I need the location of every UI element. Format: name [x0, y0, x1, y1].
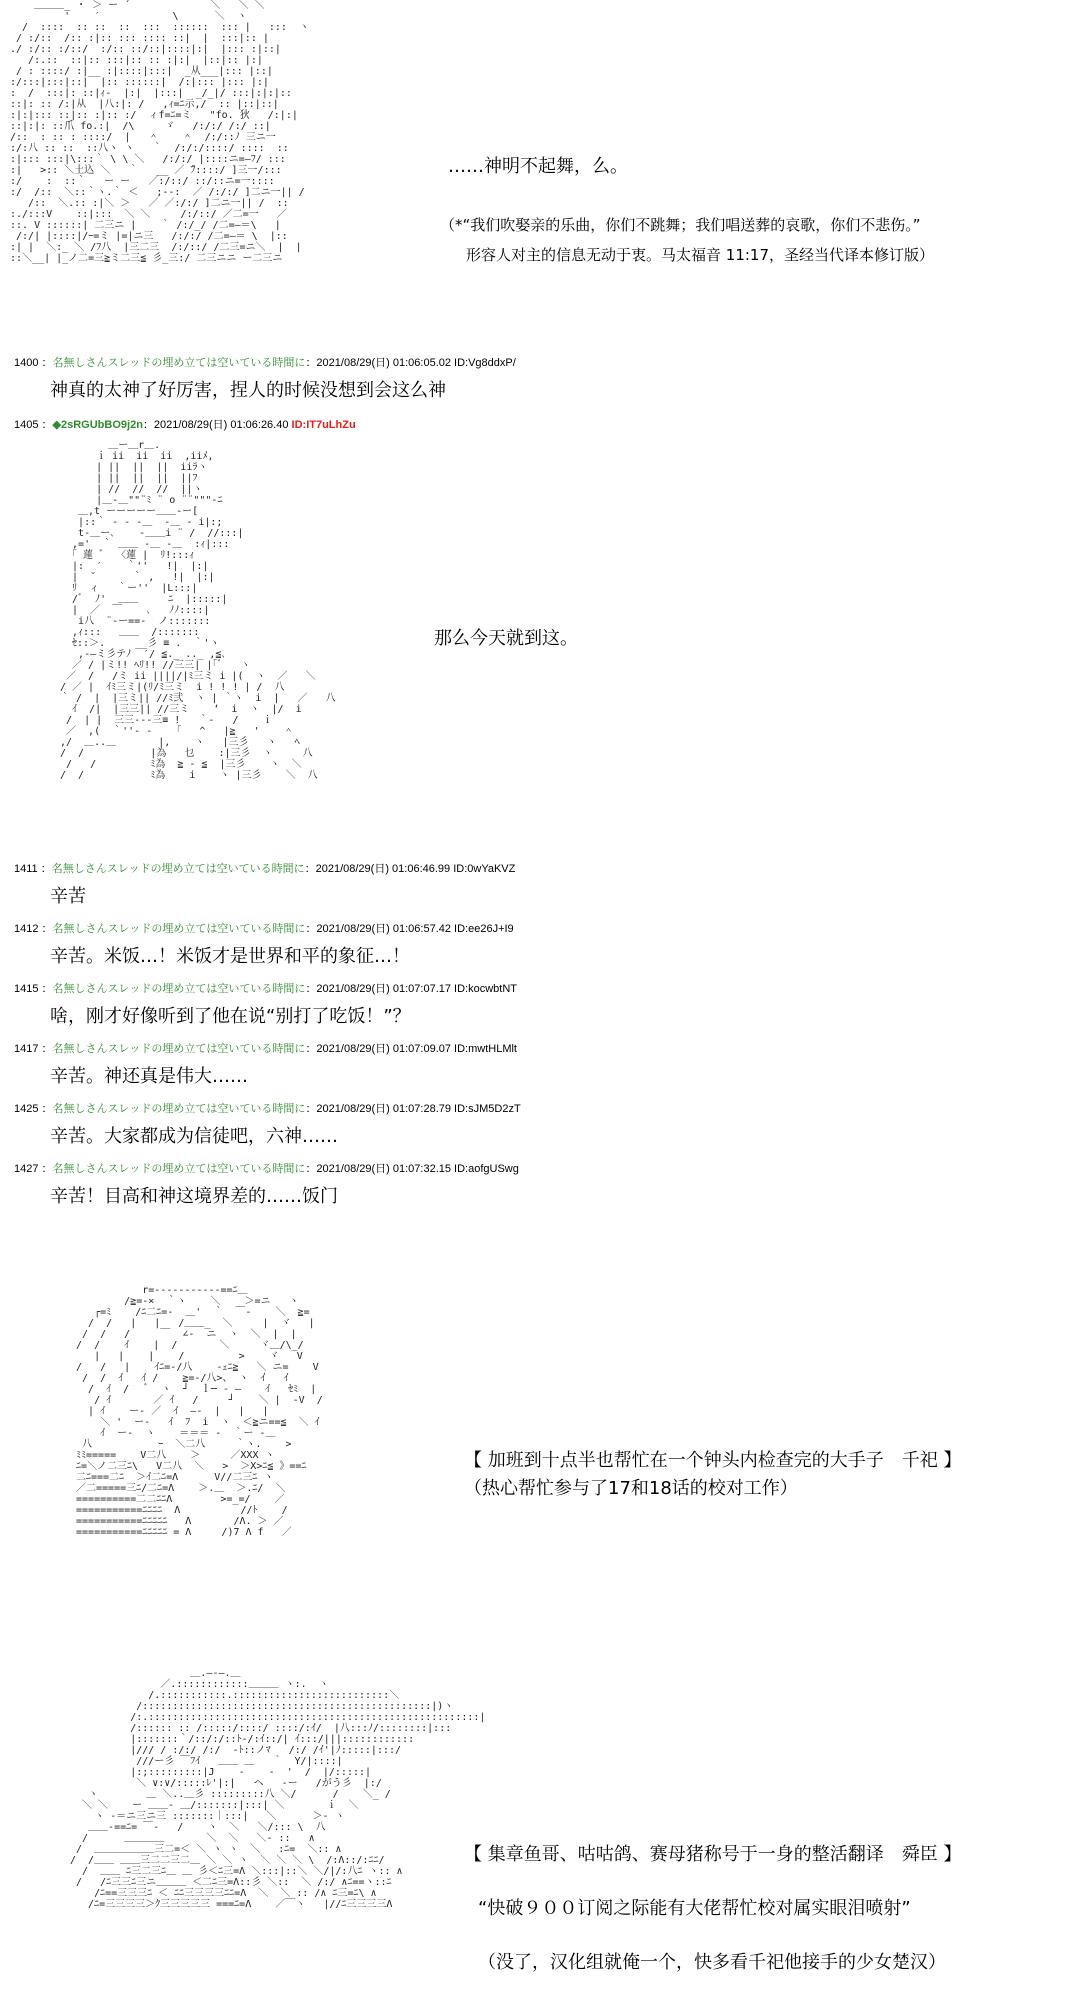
post-body: 辛苦。米饭…！米饭才是世界和平的象征…！ — [50, 946, 410, 967]
post-meta: ：2021/08/29(日) 01:07:09.07 ID:mwtHLMlt — [305, 1043, 517, 1055]
caption-shunchen-note: （没了，汉化组就俺一个，快多看千祀他接手的少女楚汉） — [478, 1952, 946, 1973]
post-number: 1411 — [14, 863, 38, 875]
post-body: 啥，刚才好像听到了他在说“别打了吃饭！”？ — [50, 1006, 411, 1027]
post-header: 1427 ：名無しさんスレッドの埋め立ては空いている時間に：2021/08/29(日) 01:07:32.15 ID:aofgUSwg — [14, 1163, 519, 1175]
post-meta: ：2021/08/29(日) 01:06:57.42 ID:ee26J+I9 — [305, 923, 514, 935]
post-meta: ：2021/08/29(日) 01:06:26.40 — [142, 419, 292, 431]
caption-chisi-title: 【 加班到十点半也帮忙在一个钟头内检查完的大手子 千祀 】 — [464, 1450, 962, 1471]
post-header: 1405 ：◆2sRGUbBO9j2n：2021/08/29(日) 01:06:26.40 ID:IT7uLhZu — [14, 419, 356, 431]
caption-end-today: 那么今天就到这。 — [434, 628, 578, 649]
post-meta: ：2021/08/29(日) 01:06:46.99 ID:0wYaKVZ — [304, 863, 516, 875]
caption-source: 形容人对主的信息无动于衷。马太福音 11:17，圣经当代译本修订版） — [466, 246, 934, 264]
post-body: 神真的太神了好厉害，捏人的时候没想到会这么神 — [50, 380, 446, 401]
poster-name[interactable]: 名無しさんスレッドの埋め立ては空いている時間に — [52, 983, 306, 995]
caption-shunchen-title: 【 集章鱼哥、咕咕鸽、赛母猪称号于一身的整活翻译 舜臣 】 — [464, 1844, 962, 1865]
ascii-art-monk: ＿ー＿r＿. ｉ ii ii ii ,iiﾒ, | || || || iiﾗヽ | || || || ||ﾌ | // // // ||ヽ |＿-＿""¨ﾐ ¨ o ¨¨"""-ﾆ ＿,t ーーーーー＿＿‐ー[ |::｀ ‐ ‐ ‐＿ ‐＿ ‐ i|:; t‐＿ー､ ‐＿＿i ¨ / //:::| ,=' ｀ ＿＿ ‐＿ ‐＿ :ｨ|::: ｢ 蓮 ﾞ 〈蓮 | ﾘ!:::ｨ |: ′ ｀'' !| |:| | ˘ ｀ , !| |:| ﾘ ィ ｀ー'' |L:::| /ﾞ ﾉ' ＿＿ ﾆ |:::::| | ／ ￣ ､ ﾉﾉ::::| i八 ¨‐ー==‐ ノ::::::: ,ｨ::: ＿＿ /::::::: ｾ::＞. __彡 ≡ . ｀'ヽ ,-―ミ彡テﾉ ′/ ≦._ .._ ,≦､ ／ / |ミ!! ﾍﾘ!! //三三| |｢ﾞ ヽ ／ / /ミ ii ||||/|ﾐ三ミ i |( ヽ ／ ＼ / ／ | ｲﾐ三ミ|(ﾘ/ﾐ三ミ i ! ! ! | / 八 ｀ / | |三ミ|| //ﾐ弐 ヽ | ｀ヽ i | ／ 八 ｲ /| |三三|| //三ミ ‘ i ヽ |/ i / | | 三三---三≡ ! ｀‐ / ｉ ／ ,( ｀''‐ - ｢ ^ |≧ ' ＾ ,/ ＿..＿ |, ヽ |三彡 ヽ ﾍ / / |為 乜 :|三彡 ヽ 八 / / ﾐ為 ≧ ‐ ≦ |三彡 ヽ ＼ / / ﾐ為 i ヽ |三彡 ＼ 八 — [60, 440, 336, 781]
post-header: 1417 ：名無しさんスレッドの埋め立ては空いている時間に：2021/08/29(日) 01:07:09.07 ID:mwtHLMlt — [14, 1043, 517, 1055]
post-meta: ：2021/08/29(日) 01:06:05.02 ID:Vg8ddxP/ — [305, 357, 516, 369]
post-meta: ：2021/08/29(日) 01:07:28.79 ID:sJM5D2zT — [305, 1103, 521, 1115]
caption-quote: （*“我们吹娶亲的乐曲，你们不跳舞；我们唱送葬的哀歌，你们不悲伤。” — [440, 216, 921, 234]
ascii-art-chisi: r=‐‐‐‐‐‐‐‐‐‐‐==ﾆ＿ /≧=-× ｀ヽ ＼ ＞=ニ ヽ ┌=ﾐ /ﾆ二ﾆ=‐ ＿' ｀ ￣‐ ＼ ≧= / / | | /＿＿_ ＼ | ヾ | / / / ￣ ∠‐ ニ ヽ ＼ | | / / ｲ | / ＼ ヾ＿/\_/ | | | / > ヾ V / / | ｲﾆ=-/八 -ｪﾆ≧ ＼ ニ= V / / ｲ ｲ / ≧=-/八>、 ヽ ｲ ｲ / ｲ / ﾞ ヽ ┘ ｌ─ ‐ ― ｲ ｾﾐ | / ｲ ／ ｲ / ┘ ＼ | ‐V / | ｲ ー‐ ／ ｲ ―‐ | | | ＼ ' ー‐ ｲ ﾌ i ヽ ＜≧ニ==≦ ＼ ｲ ｲ ー‐ ヽ ＝＝＝ - ｀ー ‐＿ 八 ｰ ＼二八 ｀ヽ. > ﾐﾐ===== V二八 ＞ ／XXX ヽ ﾆ=＼ノ二三ﾆ\ V二八 ＼ > ＞X>ﾆ≦ 》==ﾆ 二ﾆ===二ﾆ ＞ｲ二ﾆ=Λ V//二三ﾆ ヽ ／二=====三ﾆ/二ﾆ=Λ ＞.＿ ＞.ﾆ/ ＼ ==========二二ﾆﾆΛ >=_=/ ／ ===========ﾆﾆﾆﾆ Λ //ﾄ / ===========ﾆﾆﾆﾆﾆ Λ /Λ. ＞ ／ ===========ﾆﾆﾆﾆﾆ = Λ /)7 Λ f ／ — [76, 1285, 323, 1538]
post-meta: ：2021/08/29(日) 01:07:32.15 ID:aofgUSwg — [305, 1163, 519, 1175]
caption-shunchen-quote: “快破９００订阅之际能有大佬帮忙校对属实眼泪喷射” — [478, 1898, 911, 1919]
post-header: 1415 ：名無しさんスレッドの埋め立ては空いている時間に：2021/08/29(日) 01:07:07.17 ID:kocwbtNT — [14, 983, 517, 995]
post-number: 1415 — [14, 983, 39, 995]
post-number: 1405 — [14, 419, 39, 431]
caption-chisi-note: （热心帮忙参与了17和18话的校对工作） — [464, 1478, 798, 1499]
post-number: 1417 — [14, 1043, 39, 1055]
poster-name[interactable]: 名無しさんスレッドの埋め立ては空いている時間に — [51, 863, 305, 875]
ascii-art-shunchen: ＿.―‐―.＿ ／.::::::::::::＿＿＿ ヽ:. ヽ /.:::::::::::.::::::::::::::::::::::::::＼ /::::::::::::::::::::::::::::::::::::::::::::::::|)ヽ /:.:::::::::::::::::::::::::::::::::::::::::::::::::::::::| /:::::: :: /:::::/::::/ ::::/:ｲ/ |八:::ﾉ/::::::::|::: |:::::::｀/::/:/::ﾄ‐/:ｲ::/| ｲ:::/|||:::::::::::: |/// / :/:/ /:/ ‐ﾄ::ノﾏ /:/ /ｲ'|ﾉ:::::|:::/ ///ー彡 ￣ﾌｲ ＿＿ ＿ ｀ Y/|::::| |:;:::::::::|J ‐ ‐ ' / |/:::::| ＼ ∨:∨/:::::ﾚ'|:| ヘ ‐ー /がう彡 |:/ ヽ ＿ ＼..＿彡 :::::::::八 ＼/ / ＼_ / ＼ ＼ ー ＿＿‐ ＿/:::::::|:::| ＼ ｉ ＼ ヽ -＝ニ三ニ三 :::::::｜:::| ＼ ＞‐ ヽ ＿＿-==ﾆ= ￣‐ / ヽ ＼ ＼/::: \ 八 / ＿＿＿＿ ＼ ＼ ＼‐ :: ∧ / ＿＿＿＿＿＿三二=＜ ＼ ヽ ヽ ＼ :ﾆ= ＼:: ∧ / /＿＿ ＿＿三二二三二＿ ＼ ＼ ヽ ＼ ＼ ＼ \ /:Λ::/:ﾆﾆ/ / ＿＿ ﾆ三二三ﾆ＿ ＿ 彡＜ﾆ三=Λ ＼:::|::＼ ＼/|/:八ﾆ ヽ:: ∧ / /ﾆ三三ﾆ三ニ＿＿＿ ＜二ﾆ三=Λ::彡 ＼:: ＼ /:/ ∧ﾆ==ヽ::ﾆ /ﾆ==三三三ﾆ ＜ ﾆﾆ三三三三ﾆﾆ=Λ ＼ ＼ :: /∧ ﾆ三=ﾆ\ ∧ /ﾆ=三三三三＞ｸ三三三三三 ===ﾆ=Λ ／￣ヽ |//ﾆ三三三三Λ — [70, 1668, 486, 1910]
poster-name[interactable]: 名無しさんスレッドの埋め立ては空いている時間に — [52, 1043, 306, 1055]
poster-trip[interactable]: ◆2sRGUbBO9j2n — [52, 419, 143, 431]
post-header: 1411 ：名無しさんスレッドの埋め立ては空いている時間に：2021/08/29(日) 01:06:46.99 ID:0wYaKVZ — [14, 863, 516, 875]
poster-name[interactable]: 名無しさんスレッドの埋め立ては空いている時間に — [52, 923, 306, 935]
post-header: 1412 ：名無しさんスレッドの埋め立ては空いている時間に：2021/08/29(日) 01:06:57.42 ID:ee26J+I9 — [14, 923, 514, 935]
post-body: 辛苦 — [50, 886, 86, 907]
post-number: 1400 — [14, 357, 39, 369]
poster-name[interactable]: 名無しさんスレッドの埋め立ては空いている時間に — [52, 357, 306, 369]
post-header: 1400 ：名無しさんスレッドの埋め立ては空いている時間に：2021/08/29(日) 01:06:05.02 ID:Vg8ddxP/ — [14, 357, 516, 369]
ascii-art-top: ＿＿＿_ ・ ＞ ー ´ ￣￣ ＼ ＼ ＼ ' ′ \ ＼ ヽ / :::: :: :: :: ::: :::::: ::: | ::: ヽ / :/:: /:: :|:: ::: :::: ::| | :::|:: | ./ :/:: :/::/ :/:: ::/::|::::|:| |::: :|::| /:.:: ::|:: :::|:: :: :|:| |::|:: |:| / : ::::/ :|__ :|::::|:::| _从___|::: |::| :/:::|:::|::| |:: ::::::| /:|::: |::: |:| : / :::|: ::|ｨ‐ |:| |:::| _/_|/ :::|:|:|:: ::|: :: /:|从 |八:|: / ,ｨ=ﾆ示,/ :: |::|::| :|:|::: ::|:: :|:: :/ ィf=ﾆ=ミ "fo. 狄 /:|:| ::|:|: ::爪 fo.:| /\ ゞ /:/:/ /:/ ::| /:: : :: : ::::/ | ＾ ＾ /:/::ﾉ 三ニ一 :/:八 :: :: ::八ヽ ヽ ｀ /:/:/::::/ :::: :: :|::: :::|\:::｀ \ \ ＼ /:/:/ |::::ニ=―ﾌ/ ::: :| >:: ＼土込 ＼ ｀ __ ／ ̄ﾌ::::/ ]三一/::: :/ : ::｀ ー ー ／:/::/ ::/::ニ=一:::: :/ /:: ＼::｀ヽ.｀ ＜ ;--: ／ /:/:/ ]二ニ一|| / /:: ＼.:: :|＼ ＞ ／ ／:/:/ ]二ニ一|| / :: :./:::V ::|::: ＼ ＼ /:/::/ ／二=一 ／ ::. V ::::::| 二三ニ | ｀ /:/_/ /二=―＝\ | /:/| |::::|/ｰ=ミ |=|ニ三 /:/:/ /二=―＝ \ |:: :| | ＼:_ ＼ /ﾌ八 |三二三 /:/::/ /二三=ニ＼ | | ::＼__| |_ノ二=三≧ミ二三≦ 彡_三:/ 二三ニニ ー二三ニ — [10, 0, 309, 264]
poster-id[interactable]: ID:IT7uLhZu — [291, 419, 356, 431]
poster-name[interactable]: 名無しさんスレッドの埋め立ては空いている時間に — [52, 1103, 306, 1115]
post-meta: ：2021/08/29(日) 01:07:07.17 ID:kocwbtNT — [305, 983, 517, 995]
post-body: 辛苦。神还真是伟大…… — [50, 1066, 248, 1087]
caption-not-dancing: ……神明不起舞，么。 — [448, 156, 628, 177]
post-body: 辛苦！目高和神这境界差的……饭门 — [50, 1186, 338, 1207]
post-body: 辛苦。大家都成为信徒吧，六神…… — [50, 1126, 338, 1147]
post-number: 1412 — [14, 923, 39, 935]
post-header: 1425 ：名無しさんスレッドの埋め立ては空いている時間に：2021/08/29(日) 01:07:28.79 ID:sJM5D2zT — [14, 1103, 521, 1115]
poster-name[interactable]: 名無しさんスレッドの埋め立ては空いている時間に — [52, 1163, 306, 1175]
post-number: 1427 — [14, 1163, 39, 1175]
post-number: 1425 — [14, 1103, 39, 1115]
